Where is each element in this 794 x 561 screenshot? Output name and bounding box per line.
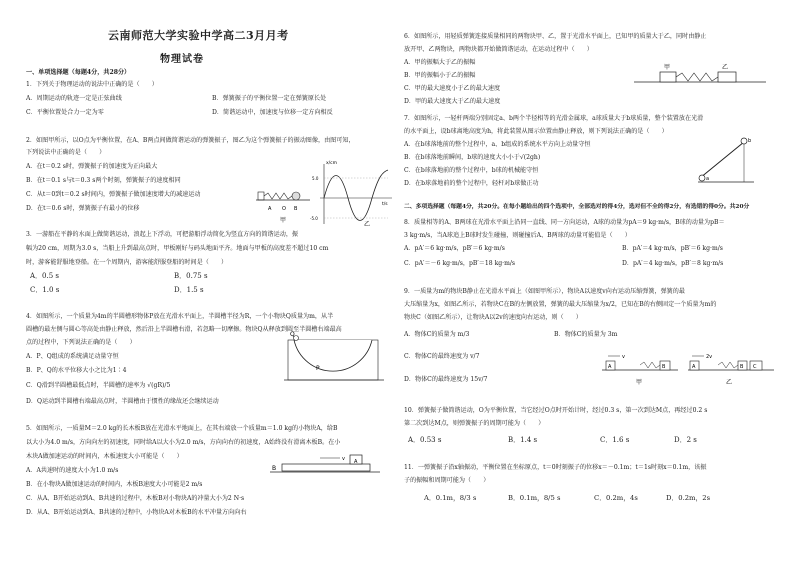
q8-line-1: 8．质量相等的A、B两球在光滑水平面上沿同一直线、同一方向运动，A球的动量为pA＝9 kg·m/s，B球的动量为pB＝ (404, 219, 725, 226)
q2-point-o: O (282, 206, 286, 212)
q9-option-d-text: D．物体C的最终速度为 (404, 376, 469, 383)
q10-option-a: A．0.53 s (408, 436, 442, 444)
q10-option-c: C．1.6 s (600, 436, 630, 444)
q4-line-2: 圆槽的最左侧与圆心等高处由静止释放，然后沿上半圆槽右滑，若忽略一切摩擦。物块Q从释放到圆至半圆槽右端最高 (26, 326, 342, 333)
q11-option-c: C．0.2m，4s (594, 494, 638, 502)
q6-option-c: C．甲的最大速度小于乙的最大速度 (404, 85, 501, 92)
q9-line-3: 物块C（如图乙所示），让物块A以2v的速度向右运动，则（ ） (404, 314, 582, 321)
q8-option-d: D．pA′＝4 kg·m/s，pB′＝8 kg·m/s (622, 260, 724, 267)
q6-label-jia: 甲 (664, 64, 671, 71)
q2-point-a: A (268, 206, 272, 212)
q4-option-d: D．Q运动到半圆槽右端最高点时，半圆槽由于惯性的缘故还会继续运动 (26, 398, 219, 405)
q9-option-a (404, 330, 469, 339)
q2-figure-label-jia: 甲 (280, 217, 287, 224)
q9-option-d-fraction: 15v/7 (470, 376, 488, 383)
q2-option-a: A．在t＝0.2 s时，弹簧振子的加速度为正向最大 (26, 163, 158, 170)
q3-line-2: 幅为20 cm，周期为3.0 s，当船上升到最高点时，甲板刚好与码头地面平齐。地面与甲板的高度差不超过10 cm (26, 245, 329, 252)
q2-stem: 2．如图甲所示，以O点为平衡位置，在A、B两点间做简谐运动的弹簧振子，图乙为这个弹簧振子的振动图像，由图可知， (26, 137, 355, 144)
q5-line-3: 木块A做加速运动的时间内，木板速度大小可能是（ ） (26, 453, 183, 460)
q9-option-b (554, 330, 617, 339)
q11-line-2: 子的振幅和周期可能为（ ） (404, 477, 490, 484)
q7-option-a: A．在b球落地前的整个过程中，a、b组成的系统水平方向上动量守恒 (404, 141, 591, 148)
q1-option-b: B．弹簧振子的平衡位置一定在弹簧原长处 (212, 95, 327, 102)
q4-figure (284, 330, 384, 388)
q1-option-c: C．平衡位置处合力一定为零 (26, 109, 104, 116)
section-heading-multi-choice: 二、多项选择题（每题4分，共20分。在每小题给出的四个选项中，全部选对的得4分，选对但不全的得2分，有选错的得0分。共20分 (404, 204, 750, 210)
q9-jia-block-a: A (608, 364, 612, 370)
q1-option-d: D．简谐运动中，加速度与位移一定方向相反 (212, 109, 333, 116)
q9-option-c (404, 352, 479, 361)
q4-option-c-text: C．Q滑到半圆槽最低点时，半圆槽的速率为 (26, 382, 146, 389)
q7-option-d: D．在b球落地前的整个过程中，轻杆对b球做正功 (404, 180, 539, 187)
q7-point-b: b (748, 138, 752, 144)
q2-option-b: B．在t＝0.1 s与t＝0.3 s两个时刻，弹簧振子的速度相同 (26, 177, 181, 184)
q9-option-a-fraction: m/3 (457, 331, 470, 338)
q9-label-yi: 乙 (726, 379, 733, 386)
q3-option-b: B．0.75 s (174, 272, 208, 280)
q5-option-d: D．从A、B开始运动到A、B共速的过程中，小物块A对木板B的水平冲量方向向右 (26, 509, 247, 516)
q10-option-d: D．2 s (674, 436, 697, 444)
q4-point-q: Q (290, 331, 295, 338)
q6-option-b: B．甲的振幅小于乙的振幅 (404, 72, 476, 79)
q10-option-b: B．1.4 s (508, 436, 538, 444)
q5-line-2: 以大小为4.0 m/s，方向向左的初速度，同时给A以大小为2.0 m/s，方向向右的初速度，A始终没有滑离木板B。在小 (26, 439, 341, 446)
q8-line-2: 3 kg·m/s，当A球追上B球时发生碰撞，则碰撞后A、B两球的动量可能值是（ ） (404, 232, 631, 239)
q4-option-a: A．P、Q组成的系统满足动量守恒 (26, 353, 119, 360)
q1-option-a: A．周期运动的轨迹一定是正弦曲线 (26, 95, 122, 102)
q2-point-b: B (294, 206, 298, 212)
q6-line-2: 放开甲、乙两物块，两物块都开始做简谐运动，在运动过程中（ ） (404, 46, 593, 53)
q1-stem: 1．下列关于物理运动的说法中正确的是（ ） (26, 81, 158, 88)
q8-option-c: C．pA′＝－6 kg·m/s，pB′＝18 kg·m/s (404, 260, 516, 267)
q7-option-c: C．在b球落地前的整个过程中，b球的机械能守恒 (404, 167, 539, 174)
q7-line-2: 的水平面上，设b球离地高度为h，将此装置从图示位置由静止释放，则下列说法正确的是（ ） (404, 128, 668, 135)
q9-option-b-text: B．物体C的质量为 (554, 331, 606, 338)
q11-line-1: 11．一弹簧振子沿x轴振动，平衡位置在坐标原点，t＝0时刻振子的位移x＝－0.1m；t＝1s时刻x＝0.1m，该振 (404, 464, 707, 471)
q6-option-a: A．甲的振幅大于乙的振幅 (404, 59, 476, 66)
q9-option-c-text: C．物体C的最终速度为 (404, 353, 469, 360)
q9-figure (600, 344, 776, 390)
q5-option-a: A．A共速时的速度大小为1.0 m/s (26, 467, 119, 474)
q9-line-1: 9．一质量为m的物块B静止在光滑水平面上（如图甲所示），物块A以速度v向右运动压缩弹簧，弹簧的最 (404, 288, 685, 295)
q10-line-1: 10．弹簧振子做简谐运动，O为平衡位置，当它经过O点时开始计时，经过0.3 s，第一次到达M点，再经过0.2 s (404, 407, 708, 414)
q2-axis-x: t/s (382, 202, 388, 207)
q9-jia-velocity: v (622, 354, 625, 360)
q9-option-c-fraction: v/7 (470, 353, 480, 360)
q9-line-2: 大压缩量为x，如图乙所示，若物块C在B的左侧放置，弹簧的最大压缩量为x/2，已知在B的右侧固定一个质量为m的 (404, 301, 717, 308)
q9-label-jia: 甲 (636, 379, 643, 386)
q5-figure (270, 450, 380, 480)
q3-line-3: 时，游客能舒服地登船。在一个周期内，游客能舒服登船的时间是（ ） (26, 259, 228, 266)
q4-line-3: 点的过程中，下列说法正确的是（ ） (26, 339, 136, 346)
q5-velocity-label: v (342, 456, 345, 462)
q5-point-a: A (354, 459, 358, 465)
q9-option-b-fraction: 3m (607, 331, 618, 338)
q3-option-d: D．1.5 s (174, 286, 204, 294)
q6-option-d: D．甲的最大速度大于乙的最大速度 (404, 98, 501, 105)
q3-option-a: A．0.5 s (30, 272, 60, 280)
q5-point-b: B (272, 465, 277, 472)
q7-point-a: a (706, 176, 710, 182)
q9-yi-block-b: B (740, 364, 744, 370)
q9-option-d (404, 375, 487, 384)
q9-option-a-text: A．物体C的质量为 (404, 331, 456, 338)
q2-axis-y: x/cm (326, 161, 338, 166)
q7-option-b: B．在b球落地前瞬间，b球的速度大小小于√(2gh) (404, 154, 541, 161)
q8-option-a: A．pA′＝6 kg·m/s，pB′＝6 kg·m/s (404, 245, 505, 252)
q4-line-1: 4．如图所示，一个质量为4m的半圆槽形物体P放在光滑水平面上，半圆槽半径为R，一个小物块Q质量为m，从半 (26, 313, 334, 320)
q10-line-2: 第二次到达M点，则弹簧振子的周期可能为（ ） (404, 420, 545, 427)
q5-line-1: 5．如图所示，一质量M＝2.0 kg的长木板B放在光滑水平地面上，在其右端放一个质量m＝1.0 kg的小物块A，给B (26, 425, 338, 432)
q2-y-tick-neg: -5.0 (310, 216, 318, 221)
q3-line-1: 3．一游船在平静的水面上做简谐运动，浪起上下浮动，可把游船浮动简化为竖直方向的简谐运动，振 (26, 231, 299, 238)
q4-point-p: P (316, 365, 320, 372)
q7-figure (698, 134, 754, 188)
q11-option-d: D．0.2m，2s (666, 494, 711, 502)
left-column (26, 0, 394, 561)
q9-jia-block-b: B (662, 364, 666, 370)
q2-option-c: C．从t＝0到t＝0.2 s时间内，弹簧振子做加速度增大的减速运动 (26, 191, 201, 198)
q2-figure (254, 158, 394, 228)
q5-option-c: C．从A、B开始运动到A、B共速的过程中，木板B对小物块A的冲量大小为2 N·s (26, 495, 245, 502)
q9-yi-velocity: 2v (706, 354, 713, 360)
page-subtitle: 物理试卷 (160, 54, 204, 65)
q2-stem-2: 下列说法中正确的是（ ） (26, 149, 106, 156)
q8-option-b: B．pA′＝4 kg·m/s，pB′＝6 kg·m/s (622, 245, 723, 252)
q6-line-1: 6．如图所示，用轻质弹簧连接质量相同的两物块甲、乙，置于光滑水平面上，已知甲的质量大于乙，同时由静止 (404, 33, 707, 40)
q4-option-c (26, 381, 170, 390)
q11-option-a: A．0.1m，8/3 s (424, 494, 477, 502)
right-column (404, 0, 776, 561)
q7-line-1: 7．如图所示，一轻杆两端分别固定a、b两个半径相等的光滑金属球，a球质量大于b球质量，整个装置放在光滑 (404, 115, 704, 122)
q6-label-yi: 乙 (722, 64, 729, 71)
section-heading-single-choice: 一、单项选择题（每题4分，共28分） (26, 69, 131, 76)
q9-yi-block-c: C (753, 364, 757, 370)
q2-figure-label-yi: 乙 (364, 221, 371, 228)
page-title: 云南师范大学实验中学高二3月月考 (108, 29, 289, 42)
q2-option-d: D．在t＝0.6 s时，弹簧振子有最小的位移 (26, 205, 140, 212)
q2-y-tick: 5.0 (312, 176, 319, 181)
q3-option-c: C．1.0 s (30, 286, 60, 294)
q9-yi-block-a: A (692, 364, 696, 370)
q5-option-b: B．在小物块A做加速运动的时间内，木板B速度大小可能是2 m/s (26, 481, 203, 488)
q4-option-b: B．P、Q的水平位移大小之比为1∶4 (26, 367, 127, 374)
q11-option-b: B．0.1m，8/5 s (508, 494, 561, 502)
q4-option-c-fraction: √(gR)/5 (147, 382, 171, 389)
q6-figure (630, 60, 770, 90)
